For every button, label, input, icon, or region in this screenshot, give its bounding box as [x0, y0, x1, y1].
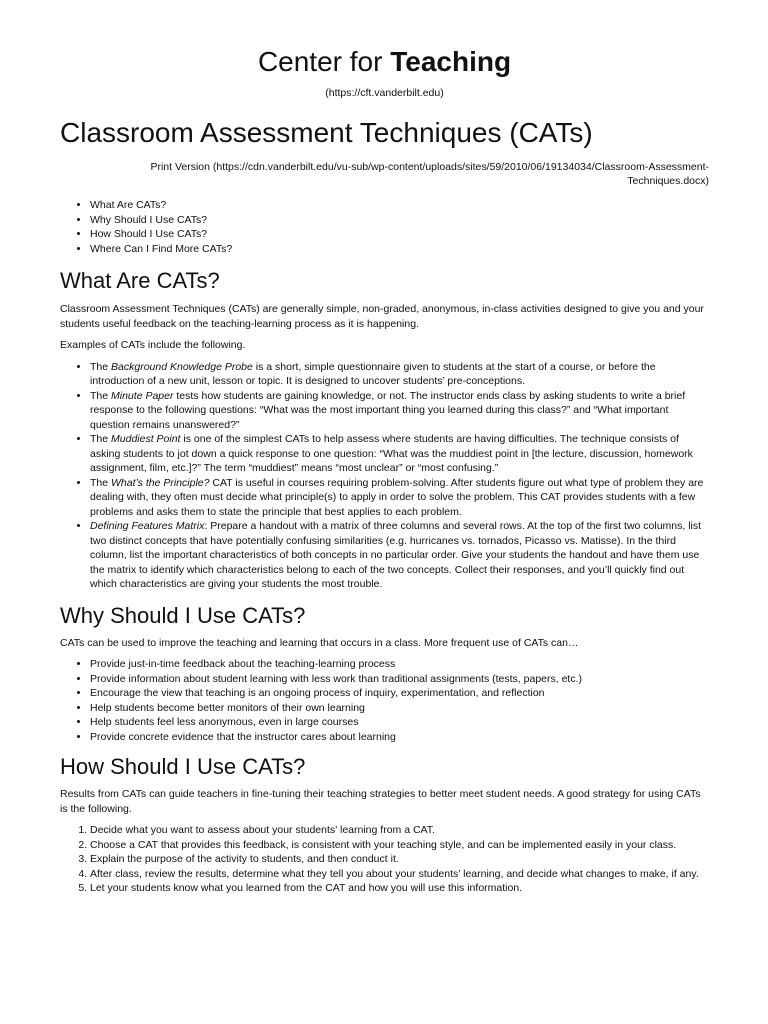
item-term: What’s the Principle? — [111, 476, 210, 489]
paragraph: Classroom Assessment Techniques (CATs) are generally simple, non-graded, anonymous, in-class activities designed to give you and your students useful feedback on the teaching-learning process as it is happening. — [60, 303, 704, 330]
list-item: • Provide concrete evidence that the instructor cares about learning — [90, 730, 709, 745]
item-text: The — [90, 389, 112, 402]
site-title-bold: Teaching — [390, 46, 512, 77]
list-item — [90, 519, 709, 592]
list-item — [90, 389, 709, 433]
paragraph: Results from CATs can guide teachers in fine-tuning their teaching strategies to better meet student needs. A good strategy for using CATs is the following. — [60, 788, 701, 815]
steps-list — [60, 823, 709, 896]
item-term: Muddiest Point — [111, 433, 181, 445]
section-heading: How Should I Use CATs? — [60, 754, 306, 779]
site-title-prefix: Center for — [257, 46, 391, 77]
item-text: The — [90, 360, 112, 373]
item-text: is a short, simple questionnaire given to students at the start of a course, or before the introduction of a new unit, lesson or topic. It is designed to uncover students’ pre-conceptions. — [90, 360, 656, 387]
item-term: Defining Features Matrix — [90, 520, 205, 532]
section-what-are-cats — [60, 268, 709, 592]
print-version-link[interactable]: Print Version (https://cdn.vanderbilt.edu/vu-sub/wp-content/uploads/sites/59/2010/06/19134034/Classroom-Assessment-Techniques.docx) — [150, 161, 709, 187]
list-item — [90, 360, 709, 389]
list-item: 3. Explain the purpose of the activity to students, and then conduct it. — [90, 852, 709, 867]
section-how-use-cats — [60, 754, 709, 896]
examples-list — [60, 360, 709, 592]
list-item — [90, 432, 709, 476]
item-text: : Prepare a handout with a matrix of three columns and several rows. At the top of the first two columns, list two distinct concepts that have potentially confusing similarities (e.g. hurricanes vs. tornados, Picasso vs. Matisse). In the third column, list the important characteristics of both concepts in no particular order. Give your students the handout and have them use the matrix to identify which characteristics belong to each of the two concepts. Collect their responses, and you’ll quickly find out which characteristics are giving your students the most trouble. — [90, 520, 702, 590]
toc-item-why-use-cats[interactable]: • Why Should I Use CATs? — [90, 213, 709, 228]
item-text: CAT is useful in courses requiring problem-solving. After students figure out what type of problem they are dealing with, they often must decide what principle(s) to apply in order to solve the problem. This CAT provides students with a few problems and asks them to state the principle that best applies to each problem. — [90, 476, 704, 518]
toc-item-find-more-cats[interactable]: • Where Can I Find More CATs? — [90, 242, 709, 257]
toc-item-what-are-cats[interactable]: • What Are CATs? — [90, 198, 709, 213]
list-item: 2. Choose a CAT that provides this feedback, is consistent with your teaching style, and can be implemented easily in your class. — [90, 838, 709, 853]
section-heading: Why Should I Use CATs? — [60, 602, 306, 628]
site-title — [60, 0, 709, 78]
toc-item-how-use-cats[interactable]: • How Should I Use CATs? — [90, 227, 709, 242]
list-item: 5. Let your students know what you learned from the CAT and how you will use this information. — [90, 881, 709, 896]
site-url-link[interactable]: (https://cft.vanderbilt.edu) — [325, 87, 444, 99]
paragraph: CATs can be used to improve the teaching and learning that occurs in a class. More frequent use of CATs can… — [60, 636, 579, 649]
list-item: 1. Decide what you want to assess about your students’ learning from a CAT. — [90, 823, 709, 838]
item-text: is one of the simplest CATs to help assess where students are having difficulties. The technique consists of asking students to jot down a quick response to one question: “What was the muddiest point in [the lecture, discussion, homework assignment, film, etc.]?” The term “muddiest” means “most unclear” or “most confusing.” — [90, 433, 693, 474]
section-heading: What Are CATs? — [60, 268, 220, 293]
table-of-contents — [60, 198, 709, 256]
list-item: • Help students become better monitors of their own learning — [90, 701, 709, 716]
benefits-list — [60, 657, 709, 744]
list-item: • Provide just-in-time feedback about the teaching-learning process — [90, 657, 709, 672]
page-title: Classroom Assessment Techniques (CATs) — [60, 117, 593, 148]
section-why-use-cats — [60, 603, 709, 745]
item-text: tests how students are gaining knowledge, or not. The instructor ends class by asking students to write a brief response to the following questions: “What was the most important thing you learned during this class?” and “What important question remains unanswered?” — [90, 389, 686, 431]
item-text: The — [90, 476, 112, 489]
list-item — [90, 476, 709, 520]
item-term: Minute Paper — [111, 389, 174, 402]
item-term: Background Knowledge Probe — [111, 360, 253, 373]
list-item: • Provide information about student learning with less work than traditional assignments (tests, papers, etc.) — [90, 672, 709, 687]
list-item: • Encourage the view that teaching is an ongoing process of inquiry, experimentation, and reflection — [90, 686, 709, 701]
list-item: 4. After class, review the results, determine what they tell you about your students’ learning, and decide what changes to make, if any. — [90, 867, 709, 882]
item-text: The — [90, 433, 112, 445]
list-item: • Help students feel less anonymous, even in large courses — [90, 715, 709, 730]
paragraph: Examples of CATs include the following. — [60, 339, 246, 351]
